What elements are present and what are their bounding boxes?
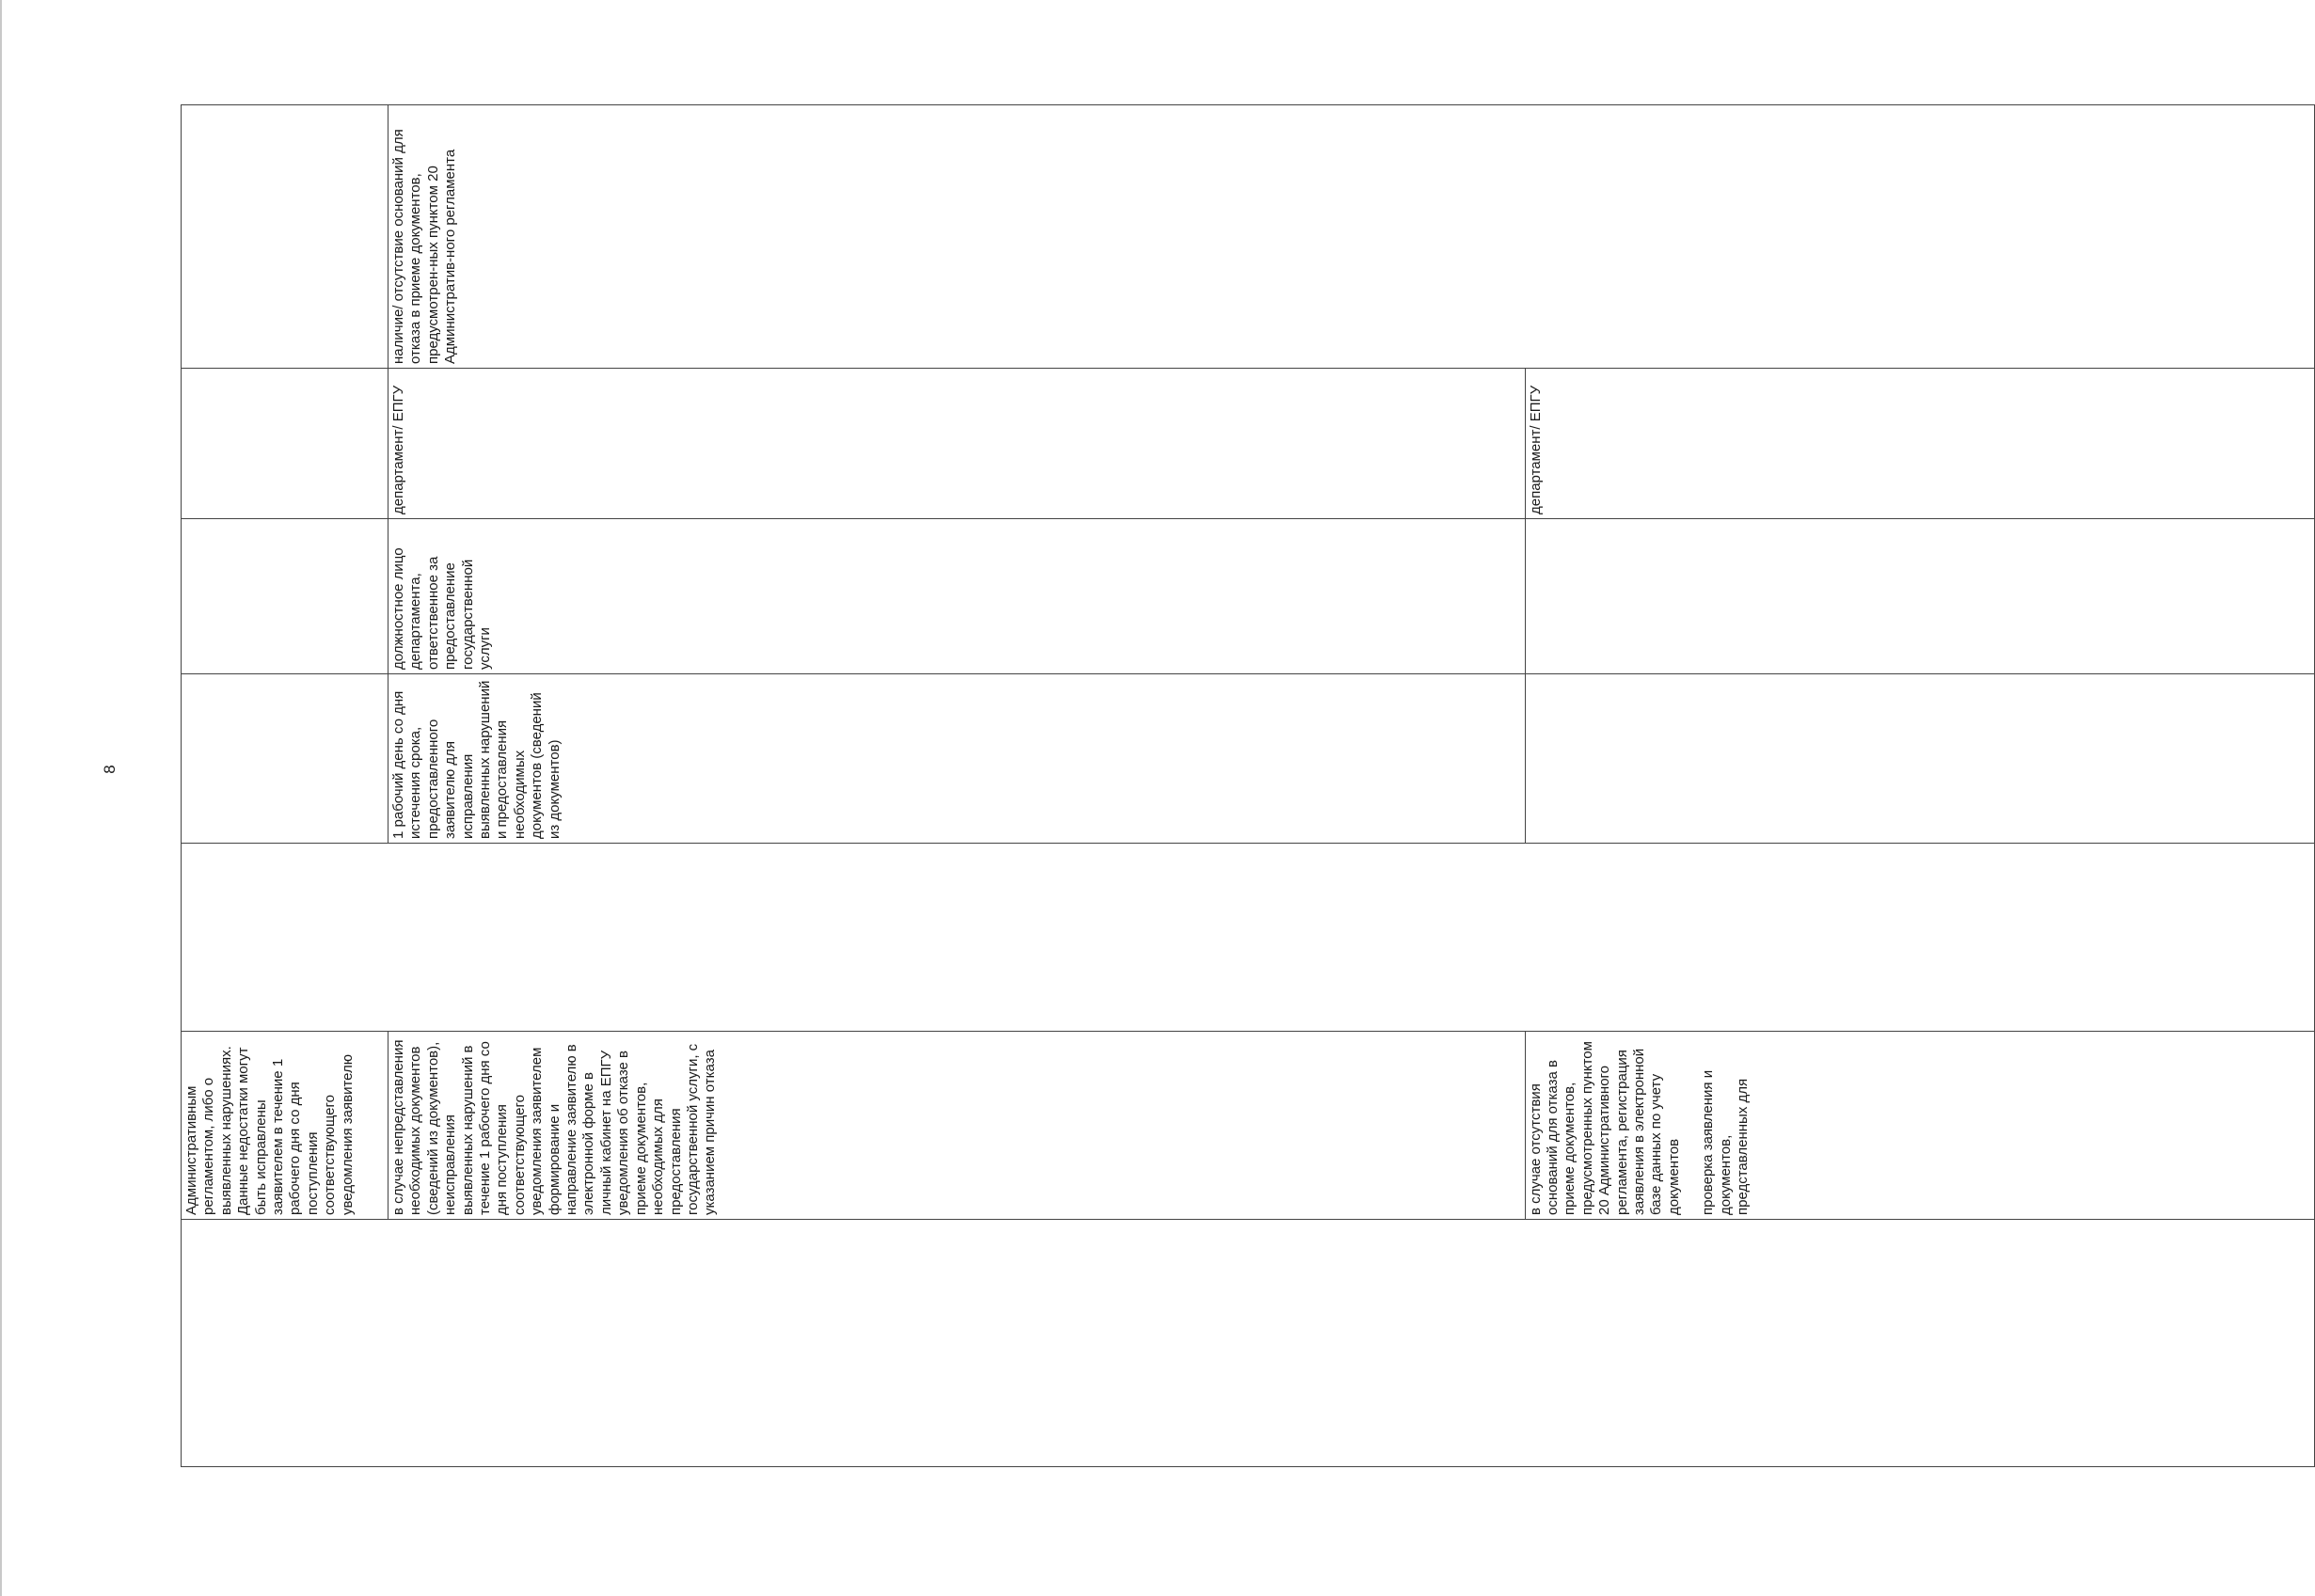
rotated-page-content — [101, 105, 1752, 1467]
table-cell: в случае непредставления необходимых документов (сведений из документов), неисправления выявленных нарушений в течение 1 рабочего дня со дня поступления соответствующего уведомления заявителем формирование и направление заявителю в электронной форме в личный кабинет на ЕПГУ уведомления об отказе в приеме документов, необходимых для предоставления государственной услуги, с указанием причин отказа — [388, 1032, 1526, 1220]
cell-paragraph: проверка заявления и документов, представленных для — [1700, 1069, 1752, 1215]
table-cell — [1525, 674, 2315, 844]
table-cell: Административным регламентом, либо о выявленных нарушениях. Данные недостатки могут быть исправлены заявителем в течение 1 рабочего дня со дня поступления соответствующего уведомления заявителю — [182, 1032, 388, 1220]
table-cell: наличие/ отсутствие оснований для отказа в приеме документов, предусмотрен-ных пунктом 20 Административ-ного регламента — [388, 105, 2315, 369]
table-cell — [182, 369, 388, 519]
table-row — [182, 105, 388, 1467]
table-cell — [182, 674, 388, 844]
table-cell: департамент/ ЕПГУ — [1525, 369, 2315, 519]
table-cell — [182, 519, 388, 674]
cell-paragraph: в случае отсутствия оснований для отказа в приеме документов, предусмотренных пунктом 20 Административного регламента, регистрация заявления в электронной базе данных по учету документов — [1527, 1041, 1682, 1215]
table-cell: 1 рабочий день со дня истечения срока, предоставленного заявителю для исправления выявленных нарушений и предоставления необходимых документов (сведений из документов) — [388, 674, 1526, 844]
table-cell: должностное лицо департамента, ответственное за предоставление государственной услуги — [388, 519, 1526, 674]
table-cell — [182, 844, 2315, 1032]
table-cell — [182, 105, 388, 369]
table-cell — [1525, 519, 2315, 674]
page-edge — [0, 0, 2, 1596]
table-cell: департамент/ ЕПГУ — [388, 369, 1526, 519]
table-cell — [1525, 1032, 2315, 1220]
page-number: 8 — [101, 765, 119, 774]
table-cell — [182, 1220, 2315, 1467]
regulation-table — [181, 104, 2315, 1467]
